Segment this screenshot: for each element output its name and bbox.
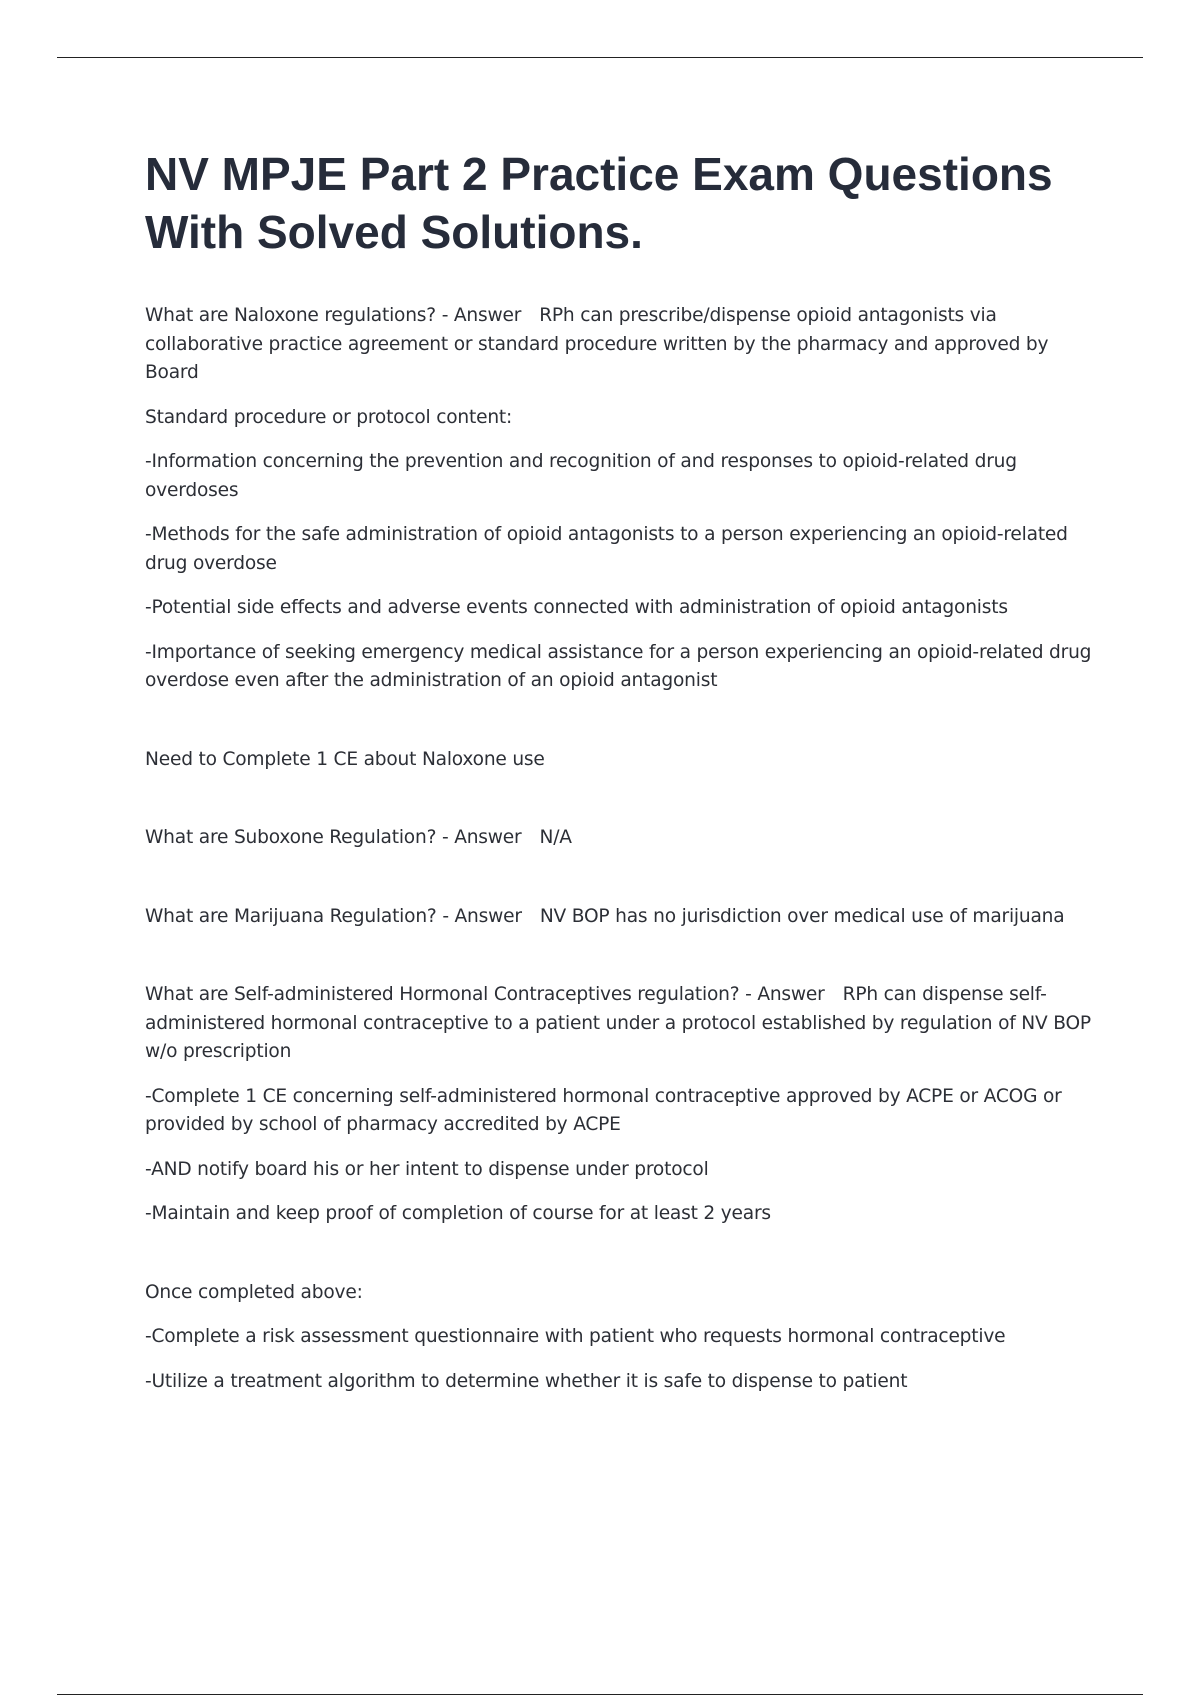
list-item: -Information concerning the prevention and recognition of and responses to opioid-related drug overdoses: [145, 451, 1017, 501]
qa-suboxone: [145, 824, 1095, 853]
top-rule: [57, 57, 1143, 58]
qa-contraceptives: [145, 981, 1095, 1067]
answer-marker: - Answer: [441, 305, 522, 326]
list-item: -Maintain and keep proof of completion of course for at least 2 years: [145, 1203, 771, 1224]
followup-heading: Once completed above:: [145, 1281, 363, 1303]
answer-text: N/A: [539, 827, 572, 848]
answer-text: RPh can dispense self-administered hormonal contraceptive to a patient under a protocol established by regulation of NV BOP w/o prescription: [145, 984, 1091, 1062]
question-text: What are Suboxone Regulation?: [145, 827, 437, 848]
list-item: -Methods for the safe administration of opioid antagonists to a person experiencing an opioid-related drug overdose: [145, 524, 1068, 574]
answer-text: NV BOP has no jurisdiction over medical use of marijuana: [539, 905, 1065, 927]
answer-marker: - Answer: [441, 827, 522, 848]
list-item: -Importance of seeking emergency medical assistance for a person experiencing an opioid-related drug overdose even after the administration of an opioid antagonist: [145, 641, 1092, 691]
answer-text: RPh can prescribe/dispense opioid antagonists via collaborative practice agreement or standard procedure written by the pharmacy and approved by Board: [145, 305, 1049, 383]
document-body: [145, 302, 1095, 1412]
question-text: What are Self-administered Hormonal Contraceptives regulation?: [145, 984, 740, 1005]
list-item: -AND notify board his or her intent to dispense under protocol: [145, 1158, 709, 1180]
page-title: NV MPJE Part 2 Practice Exam Questions With Solved Solutions.: [145, 148, 1053, 258]
protocol-heading: Standard procedure or protocol content:: [145, 406, 513, 428]
ce-note: Need to Complete 1 CE about Naloxone use: [145, 748, 545, 770]
answer-marker: - Answer: [745, 984, 825, 1005]
list-item: -Complete a risk assessment questionnaire with patient who requests hormonal contraceptive: [145, 1326, 1006, 1347]
list-item: -Utilize a treatment algorithm to determine whether it is safe to dispense to patient: [145, 1370, 908, 1392]
list-item: -Potential side effects and adverse events connected with administration of opioid antagonists: [145, 597, 1008, 618]
answer-marker: - Answer: [442, 905, 522, 927]
question-text: What are Marijuana Regulation?: [145, 905, 437, 927]
question-text: What are Naloxone regulations?: [145, 305, 436, 326]
qa-marijuana: [145, 903, 1095, 932]
list-item: -Complete 1 CE concerning self-administered hormonal contraceptive approved by ACPE or ACOG or provided by school of pharmacy accredited by ACPE: [145, 1085, 1062, 1135]
bottom-rule: [57, 1694, 1143, 1695]
qa-naloxone: [145, 302, 1095, 388]
